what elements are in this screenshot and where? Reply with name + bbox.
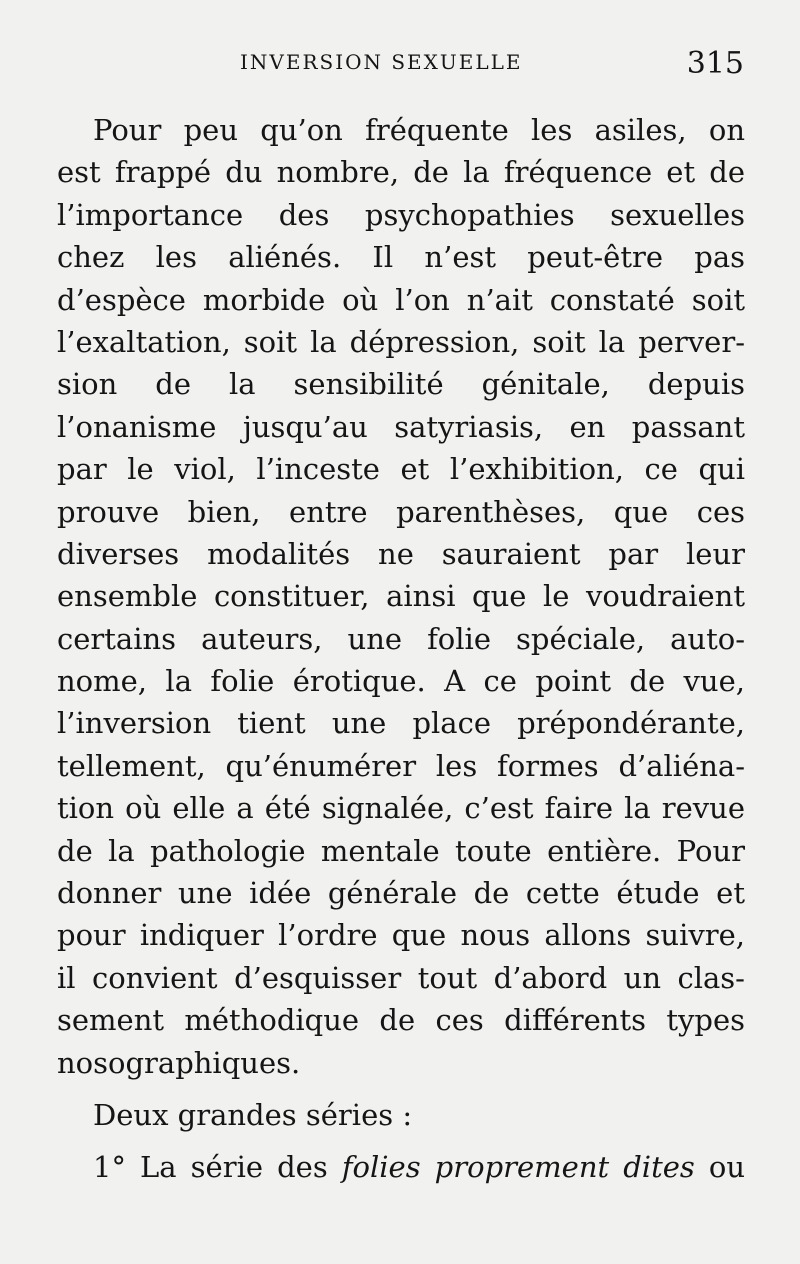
text-line: l’importance des psychopathies sexuelles [57, 197, 745, 232]
text-line: diverses modalités ne sauraient par leur [57, 536, 745, 571]
text-line: Pour peu qu’on fréquente les asiles, on [93, 113, 745, 147]
text-line: nosographiques. [57, 1045, 301, 1080]
text-line: de la pathologie mentale toute entière. Pour [57, 833, 745, 868]
text-line: d’espèce morbide où l’on n’ait constaté soit [57, 282, 745, 317]
text-line: tellement, qu’énumérer les formes d’aliéna- [57, 748, 745, 783]
text-line: l’inversion tient une place prépondérante, [57, 706, 745, 741]
paragraph-1 [57, 109, 745, 1084]
body-text [57, 109, 745, 1189]
text-line: sion de la sensibilité génitale, depuis [57, 367, 745, 402]
text-line: l’onanisme jusqu’au satyriasis, en passant [57, 409, 745, 444]
running-title: INVERSION SEXUELLE [240, 50, 523, 74]
text-line: il convient d’esquisser tout d’abord un clas- [57, 960, 745, 995]
paragraph-2: Deux grandes séries : [93, 1097, 413, 1132]
text-line: donner une idée générale de cette étude et [57, 876, 745, 911]
text-line: par le viol, l’inceste et l’exhibition, ce qui [57, 452, 745, 487]
text-line: tion où elle a été signalée, c’est faire la revue [57, 791, 745, 826]
text-line: prouve bien, entre parenthèses, que ces [57, 494, 745, 529]
page-number: 315 [686, 46, 744, 81]
paragraph-3 [57, 1146, 745, 1188]
text-line: sement méthodique de ces différents types [57, 1003, 745, 1038]
trailing-text: ou [694, 1150, 745, 1185]
text-line: chez les aliénés. Il n’est peut-être pas [57, 240, 745, 275]
text-line: ensemble constituer, ainsi que le voudraient [57, 579, 745, 614]
text-line: certains auteurs, une folie spéciale, auto- [57, 621, 745, 656]
text-line: pour indiquer l’ordre que nous allons suivre, [57, 918, 745, 953]
text-line: nome, la folie érotique. A ce point de vue, [57, 664, 745, 699]
text-line: est frappé du nombre, de la fréquence et de [57, 155, 745, 190]
series-label: 1° La série des [93, 1150, 342, 1185]
italic-term: folies proprement dites [341, 1150, 695, 1185]
text-line: l’exaltation, soit la dépression, soit la perver- [57, 324, 745, 359]
paragraph-gap [57, 1084, 745, 1094]
running-head [0, 46, 800, 90]
paragraph-gap [57, 1136, 745, 1146]
